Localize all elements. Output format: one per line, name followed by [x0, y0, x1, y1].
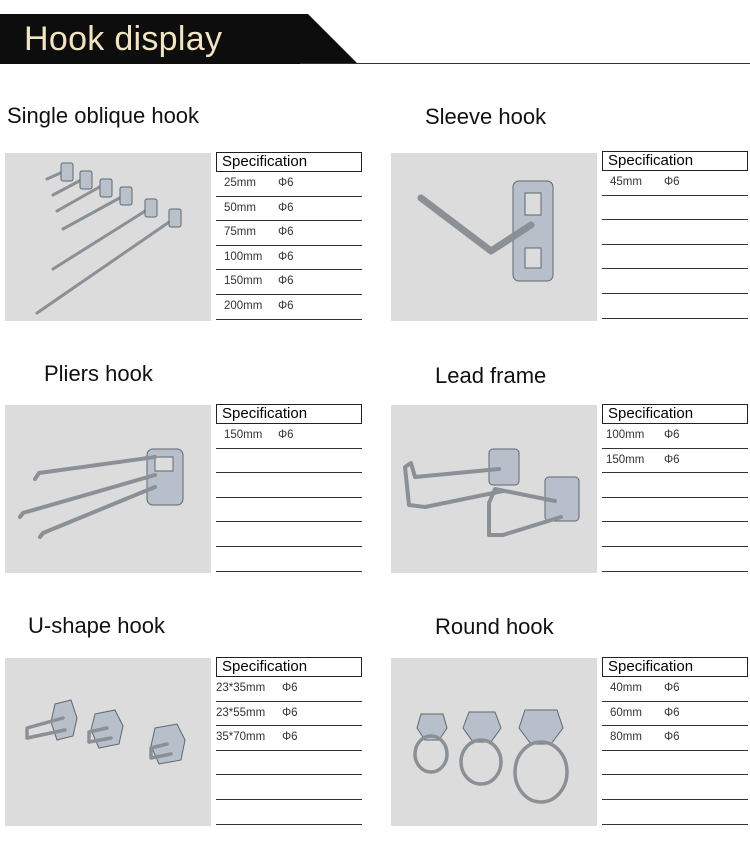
single-oblique-hook-image	[5, 153, 211, 321]
spec-row: 100mm Φ6	[602, 424, 748, 449]
spec-row	[602, 522, 748, 547]
section-title-u-shape-hook: U-shape hook	[28, 613, 165, 638]
lead-frame-image	[391, 405, 597, 573]
spec-row: 23*35mm Φ6	[216, 677, 362, 702]
page-title: Hook display	[24, 20, 223, 58]
section-title-single-oblique-hook: Single oblique hook	[7, 103, 200, 128]
spec-row	[602, 800, 748, 825]
spec-header: Specification	[602, 657, 748, 677]
spec-header: Specification	[216, 152, 362, 172]
spec-header: Specification	[602, 404, 748, 424]
spec-row: 45mm Φ6	[602, 171, 748, 196]
spec-row	[602, 751, 748, 776]
spec-row	[602, 547, 748, 572]
spec-row	[602, 294, 748, 319]
spec-row	[602, 498, 748, 523]
spec-row	[602, 473, 748, 498]
spec-row	[602, 245, 748, 270]
u-shape-hook-image	[5, 658, 211, 826]
spec-row: 60mm Φ6	[602, 702, 748, 727]
spec-row	[216, 449, 362, 474]
spec-row: 75mm Φ6	[216, 221, 362, 246]
spec-row	[602, 220, 748, 245]
section-title-lead-frame: Lead frame	[435, 363, 547, 388]
spec-row	[216, 751, 362, 776]
spec-row: 25mm Φ6	[216, 172, 362, 197]
pliers-hook-spec-table	[216, 404, 362, 572]
spec-row	[602, 775, 748, 800]
spec-header: Specification	[602, 151, 748, 171]
header-divider	[300, 63, 750, 64]
spec-row	[216, 498, 362, 523]
sleeve-hook-spec-table	[602, 151, 748, 319]
spec-row: 150mm Φ6	[216, 424, 362, 449]
spec-header: Specification	[216, 404, 362, 424]
spec-row	[216, 522, 362, 547]
spec-row	[216, 800, 362, 825]
lead-frame-spec-table	[602, 404, 748, 572]
round-hook-spec-table	[602, 657, 748, 825]
spec-row	[602, 196, 748, 221]
spec-row: 100mm Φ6	[216, 246, 362, 271]
spec-row: 150mm Φ6	[602, 449, 748, 474]
spec-row: 80mm Φ6	[602, 726, 748, 751]
single-oblique-hook-spec-table	[216, 152, 362, 320]
spec-row	[216, 775, 362, 800]
spec-row: 50mm Φ6	[216, 197, 362, 222]
round-hook-image	[391, 658, 597, 826]
spec-row	[602, 269, 748, 294]
spec-row: 23*55mm Φ6	[216, 702, 362, 727]
spec-header: Specification	[216, 657, 362, 677]
spec-row	[216, 547, 362, 572]
sleeve-hook-image	[391, 153, 597, 321]
pliers-hook-image	[5, 405, 211, 573]
section-title-pliers-hook: Pliers hook	[44, 361, 153, 386]
spec-row: 150mm Φ6	[216, 270, 362, 295]
spec-row: 40mm Φ6	[602, 677, 748, 702]
spec-row: 35*70mm Φ6	[216, 726, 362, 751]
spec-row	[216, 473, 362, 498]
spec-row: 200mm Φ6	[216, 295, 362, 320]
section-title-sleeve-hook: Sleeve hook	[425, 104, 547, 129]
u-shape-hook-spec-table	[216, 657, 362, 825]
section-title-round-hook: Round hook	[435, 614, 554, 639]
